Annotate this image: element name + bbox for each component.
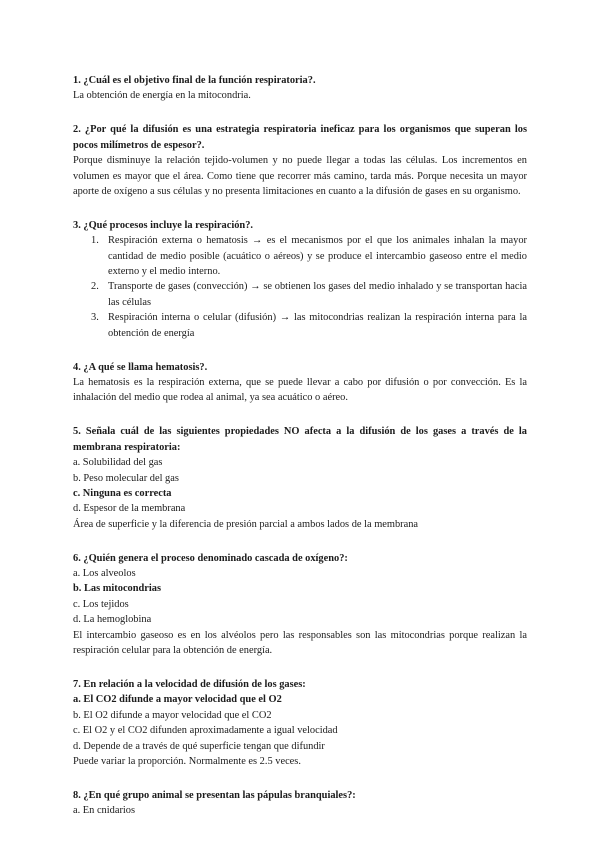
option-c-correct: c. Ninguna es correcta (73, 487, 172, 499)
option-d: d. Espesor de la membrana (73, 503, 186, 515)
document-page (73, 73, 527, 837)
question-4 (73, 360, 527, 406)
question-title: 2. ¿Por qué la difusión es una estrategia respiratoria ineficaz para los organismos que superan los pocos milímetros de espesor?. (73, 124, 527, 151)
answer-text: El intercambio gaseoso es en los alvéolos pero las responsables son las mitocondrias porque realizan la respiración celular para la obtención de energía. (73, 629, 527, 657)
question-5 (73, 424, 527, 532)
answer-text: Puede variar la proporción. Normalmente es 2.5 veces. (73, 756, 301, 768)
option-a: a. Los alveolos (73, 568, 136, 580)
question-1 (73, 73, 527, 104)
option-a-correct: a. El CO2 difunde a mayor velocidad que el O2 (73, 694, 282, 706)
option-b-correct: b. Las mitocondrias (73, 583, 162, 595)
question-7 (73, 677, 527, 769)
question-2 (73, 122, 527, 199)
list-number: 2. (91, 281, 99, 293)
question-title: 7. En relación a la velocidad de difusión de los gases: (73, 679, 306, 690)
list-text: Transporte de gases (convección) → se obtienen los gases del medio inhalado y se transportan hacia las células (108, 281, 527, 308)
numbered-list (73, 233, 527, 341)
option-c: c. El O2 y el CO2 difunden aproximadamente a igual velocidad (73, 725, 338, 737)
list-item (73, 310, 527, 341)
list-text: Respiración externa o hematosis → es el mecanismos por el que los animales inhalan la mayor cantidad de medio posible (acuático o aéreos) y se produce el intercambio gaseoso entre el medio externo y el medio interno. (108, 235, 527, 278)
list-item (73, 279, 527, 310)
answer-text: Área de superficie y la diferencia de presión parcial a ambos lados de la membrana (73, 518, 419, 530)
answer-text: La obtención de energía en la mitocondria. (73, 90, 251, 102)
question-title: 4. ¿A qué se llama hematosis?. (73, 361, 208, 373)
list-item (73, 233, 527, 279)
question-3 (73, 218, 527, 341)
question-title: 8. ¿En qué grupo animal se presentan las pápulas branquiales?: (73, 789, 356, 801)
list-number: 1. (91, 235, 99, 247)
answer-text: La hematosis es la respiración externa, que se puede llevar a cabo por difusión o por convección. Es la inhalación del medio que rodea al animal, ya sea acuático o aéreo. (73, 377, 527, 404)
option-a: a. En cnidarios (73, 805, 136, 817)
option-b: b. El O2 difunde a mayor velocidad que el CO2 (73, 709, 272, 721)
option-d: d. Depende de a través de qué superficie tengan que difundir (73, 740, 325, 752)
option-a: a. Solubilidad del gas (73, 457, 163, 469)
list-number: 3. (91, 312, 99, 324)
option-d: d. La hemoglobina (73, 614, 152, 626)
option-c: c. Los tejidos (73, 598, 129, 610)
question-6 (73, 551, 527, 659)
question-8 (73, 788, 527, 819)
list-text: Respiración interna o celular (difusión) → las mitocondrias realizan la respiración interna para la obtención de energía (108, 312, 527, 339)
question-title: 1. ¿Cuál es el objetivo final de la función respiratoria?. (73, 75, 316, 86)
question-title: 6. ¿Quién genera el proceso denominado cascada de oxígeno?: (73, 552, 348, 564)
option-b: b. Peso molecular del gas (73, 472, 179, 484)
question-title: 3. ¿Qué procesos incluye la respiración?. (73, 219, 254, 231)
question-title: 5. Señala cuál de las siguientes propiedades NO afecta a la difusión de los gases a través de la membrana respiratoria: (73, 426, 527, 453)
answer-text: Porque disminuye la relación tejido-volumen y no puede llegar a todas las células. Los incrementos en volumen es mayor que el área. Como tiene que recorrer más camino, tarda más. Porque necesita un mayor aporte de oxígeno a sus células y no presenta limitaciones en cuanto a la difusión de gases en su organismo. (73, 155, 527, 197)
